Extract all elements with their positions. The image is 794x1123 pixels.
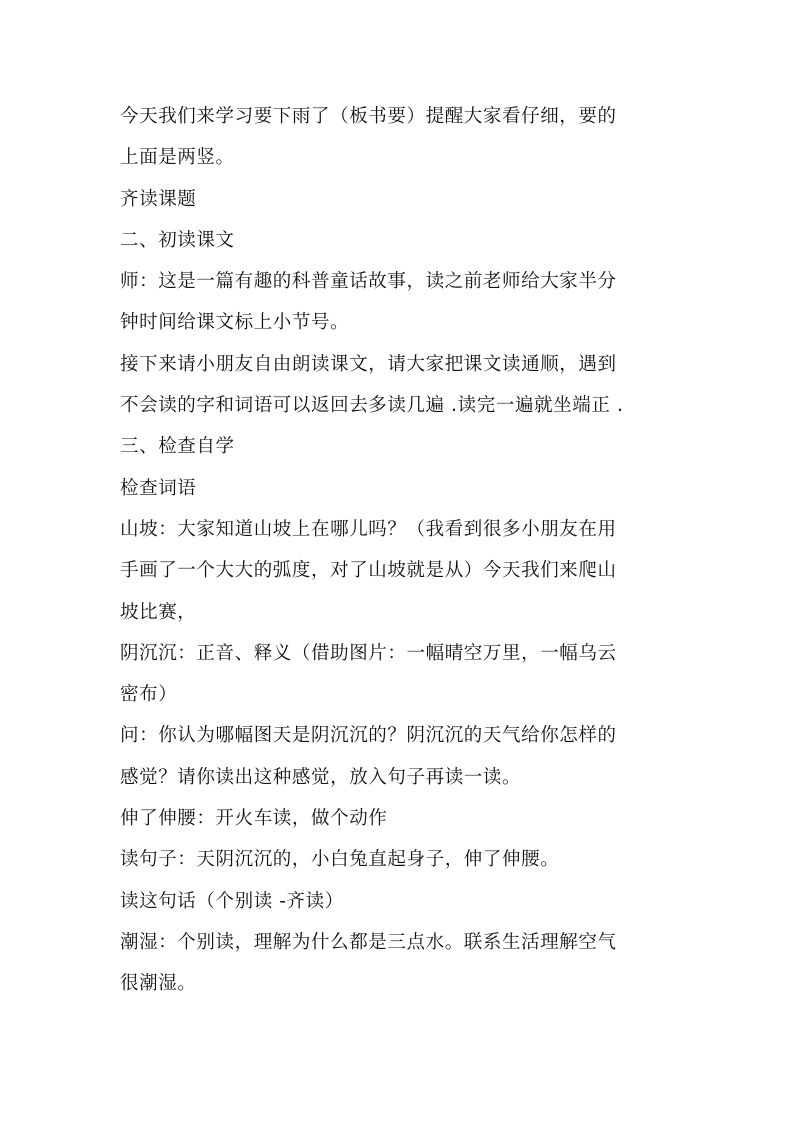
text-line: 接下来请小朋友自由朗读课文，请大家把课文读通顺，遇到 [120, 353, 617, 375]
text-line: 很潮湿。 [120, 973, 197, 995]
text-line: 山坡：大家知道山坡上在哪儿吗？（我看到很多小朋友在用 [120, 518, 617, 540]
text-line: 钟时间给课文标上小节号。 [120, 312, 350, 334]
text-line: 检查词语 [120, 477, 197, 499]
section-heading: 三、检查自学 [120, 436, 235, 458]
text-line: 阴沉沉：正音、释义（借助图片：一幅晴空万里，一幅乌云 [120, 642, 617, 664]
text-line: 密布） [120, 684, 178, 706]
text-line: 坡比赛， [120, 601, 197, 623]
document-body [120, 96, 680, 1005]
text-line: 今天我们来学习要下雨了（板书要）提醒大家看仔细，要的 [120, 106, 617, 127]
text-line: 手画了一个大大的弧度，对了山坡就是从）今天我们来爬山 [120, 560, 617, 582]
text-line: 不会读的字和词语可以返回去多读几遍 .读完一遍就坐端正 . [120, 395, 624, 417]
text-line: 齐读课题 [120, 188, 197, 210]
text-line: 读句子：天阴沉沉的，小白兔直起身子，伸了伸腰。 [120, 849, 560, 871]
text-line: 问：你认为哪幅图天是阴沉沉的？阴沉沉的天气给你怎样的 [120, 725, 617, 747]
text-line: 感觉？请你读出这种感觉，放入句子再读一读。 [120, 766, 522, 788]
text-line: 上面是两竖。 [120, 147, 235, 169]
text-line: 伸了伸腰：开火车读，做个动作 [120, 808, 388, 830]
text-line: 师：这是一篇有趣的科普童话故事，读之前老师给大家半分 [120, 271, 617, 293]
section-heading: 二、初读课文 [120, 229, 235, 251]
text-line: 读这句话（个别读 -齐读） [120, 890, 344, 912]
text-line: 潮湿：个别读，理解为什么都是三点水。联系生活理解空气 [120, 931, 617, 953]
